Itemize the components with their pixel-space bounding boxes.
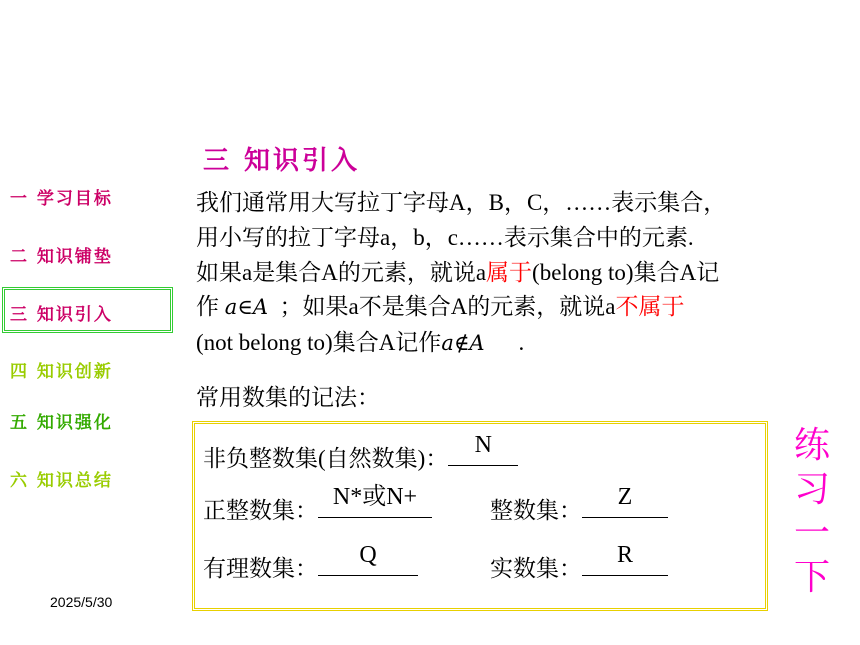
nav-item-knowledge-introduction[interactable]: 三 知识引入 bbox=[10, 305, 113, 325]
integers-label: 整数集： bbox=[490, 498, 582, 523]
rationals-label: 有理数集： bbox=[203, 556, 318, 581]
positive-integers-blank bbox=[318, 484, 432, 518]
paragraph-text: 如果a是集合A的元素，就说a bbox=[196, 260, 487, 285]
reals-blank bbox=[582, 542, 668, 576]
rationals-blank bbox=[318, 542, 418, 576]
slide-date: 2025/5/30 bbox=[50, 594, 113, 610]
notation-title: 常用数集的记法： bbox=[196, 385, 380, 410]
integers-blank bbox=[582, 484, 668, 518]
rationals-row bbox=[203, 542, 418, 583]
nav-item-knowledge-summary[interactable]: 六 知识总结 bbox=[10, 471, 113, 491]
nav-item-knowledge-reinforcement[interactable]: 五 知识强化 bbox=[10, 413, 113, 433]
integers-answer: Z bbox=[617, 484, 633, 510]
positive-integers-row bbox=[203, 484, 432, 525]
paragraph-text: ；如果a不是集合A的元素，就说a bbox=[279, 294, 616, 319]
prompt-char: 下 bbox=[793, 557, 830, 598]
positive-integers-label: 正整数集： bbox=[203, 498, 318, 523]
natural-numbers-answer: N bbox=[474, 432, 492, 458]
prompt-char: 习 bbox=[793, 469, 830, 510]
prompt-char: 一 bbox=[793, 513, 830, 554]
natural-numbers-row bbox=[203, 432, 518, 473]
reals-label: 实数集： bbox=[490, 556, 582, 581]
paragraph-text: (not belong to)集合A记作 bbox=[196, 330, 442, 355]
paragraph-text: (belong to)集合A记 bbox=[532, 260, 720, 285]
element-of-symbol: a∈A bbox=[224, 295, 268, 319]
prompt-char: 练 bbox=[793, 425, 830, 466]
reals-answer: R bbox=[616, 542, 633, 568]
not-belong-to-term: 不属于 bbox=[615, 294, 685, 319]
paragraph-line-2: 用小写的拉丁字母a，b，c……表示集合中的元素. bbox=[196, 225, 694, 250]
integers-row bbox=[490, 484, 668, 525]
natural-numbers-label: 非负整数集(自然数集)： bbox=[203, 446, 449, 471]
section-heading: 三 知识引入 bbox=[203, 146, 361, 176]
paragraph-line-1: 我们通常用大写拉丁字母A，B，C，……表示集合， bbox=[196, 190, 727, 215]
paragraph-line-4 bbox=[196, 290, 685, 324]
nav-item-learning-goals[interactable]: 一 学习目标 bbox=[10, 189, 113, 209]
paragraph-text: . bbox=[518, 330, 525, 355]
nav-item-knowledge-foundation[interactable]: 二 知识铺垫 bbox=[10, 247, 113, 267]
natural-numbers-blank bbox=[448, 432, 518, 466]
not-element-of-symbol: a∉A bbox=[441, 331, 485, 355]
nav-item-knowledge-innovation[interactable]: 四 知识创新 bbox=[10, 362, 113, 382]
belong-to-term: 属于 bbox=[486, 260, 533, 285]
paragraph-text: 作 bbox=[196, 294, 219, 319]
practice-prompt-button[interactable] bbox=[790, 424, 834, 600]
positive-integers-answer: N*或N+ bbox=[332, 484, 418, 510]
paragraph-line-3 bbox=[196, 256, 719, 289]
rationals-answer: Q bbox=[359, 542, 377, 568]
paragraph-line-5 bbox=[196, 326, 524, 360]
reals-row bbox=[490, 542, 668, 583]
